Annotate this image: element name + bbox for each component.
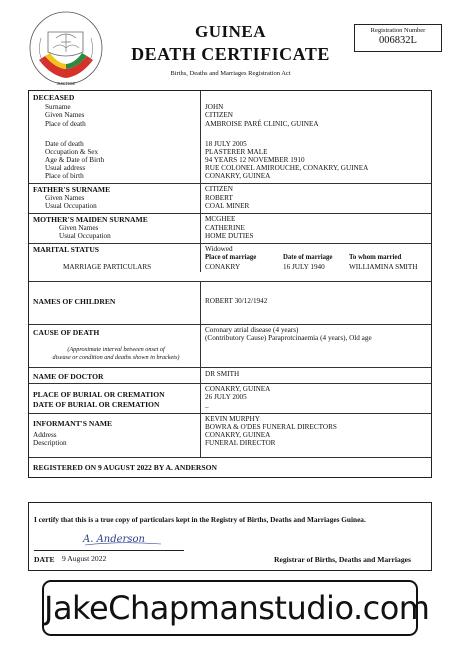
informant-funeral-directors: BOWRA & O'DES FUNERAL DIRECTORS — [205, 423, 337, 431]
certificate-table — [28, 90, 432, 478]
married-to-header: To whom married — [349, 254, 402, 261]
marriage-place: CONAKRY — [205, 263, 241, 271]
burial-date-label: DATE OF BURIAL OR CREMATION — [33, 400, 160, 409]
deceased-label: Age & Date of Birth — [45, 156, 105, 164]
document-subtitle: Births, Deaths and Marriages Registration Act — [170, 70, 291, 77]
marriage-particulars-label: MARRIAGE PARTICULARS — [63, 263, 152, 271]
informant-description: FUNERAL DIRECTOR — [205, 439, 276, 447]
doctor-heading: NAME OF DOCTOR — [33, 372, 104, 381]
deceased-value: CONAKRY, GUINEA — [205, 172, 271, 180]
cause-line-2: (Contributory Cause) Paraprotcinaemia (4 years), Old age — [205, 334, 372, 342]
father-label: Given Names — [45, 194, 85, 202]
father-value: COAL MINER — [205, 202, 250, 210]
certification-box — [28, 502, 432, 571]
deceased-value: JOHN — [205, 103, 224, 111]
marriage-place-header: Place of marriage — [205, 254, 257, 261]
cause-note-line-1: (Approximate interval between onset of — [67, 346, 165, 353]
column-divider — [200, 281, 201, 457]
deceased-label: Surname — [45, 103, 71, 111]
deceased-value: 18 JULY 2005 — [205, 140, 247, 148]
deceased-value: 94 YEARS 12 NOVEMBER 1910 — [205, 156, 305, 164]
burial-dash: – — [205, 403, 209, 411]
deceased-label: Place of death — [45, 120, 86, 128]
deceased-label: Usual address — [45, 164, 86, 172]
informant-address: CONAKRY, GUINEA — [205, 431, 271, 439]
registrar-signature — [81, 529, 165, 549]
cause-line-1: Coronary atrial disease (4 years) — [205, 326, 299, 334]
children-value: ROBERT 30/12/1942 — [205, 297, 268, 305]
mother-heading: MOTHER'S MAIDEN SURNAME — [33, 215, 148, 224]
mother-label: Usual Occupation — [59, 232, 111, 240]
deceased-value: RUE COLONEL AMIROUCHE, CONAKRY, GUINEA — [205, 164, 369, 172]
doctor-value: DR SMITH — [205, 370, 240, 378]
seal-text: JUSTICE — [56, 81, 76, 86]
children-heading: NAMES OF CHILDREN — [33, 297, 116, 306]
marital-status: Widowed — [205, 245, 233, 253]
certification-date: 9 August 2022 — [62, 554, 107, 563]
burial-date: 26 JULY 2005 — [205, 393, 247, 401]
married-to: WILLIAMINA SMITH — [349, 263, 418, 271]
deceased-label: Occupation & Sex — [45, 148, 99, 156]
marital-heading: MARITAL STATUS — [33, 245, 100, 254]
country-title: GUINEA — [194, 22, 266, 41]
deceased-value: CITIZEN — [205, 111, 233, 119]
burial-place-label: PLACE OF BURIAL OR CREMATION — [33, 390, 165, 399]
deceased-value: AMBROISE PARÉ CLINIC, GUINEA — [205, 120, 319, 128]
signature-text: A. Anderson — [83, 534, 145, 545]
deceased-label: Given Names — [45, 111, 85, 119]
informant-address-label: Address — [33, 431, 57, 439]
registration-number-value: 006832L — [379, 35, 417, 46]
father-label: Usual Occupation — [45, 202, 97, 210]
father-surname: CITIZEN — [205, 185, 233, 193]
marriage-date-header: Date of marriage — [283, 254, 333, 261]
marriage-date: 16 JULY 1940 — [283, 263, 325, 271]
cause-heading: CAUSE OF DEATH — [33, 328, 100, 337]
registered-line: REGISTERED ON 9 AUGUST 2022 BY A. ANDERSON — [33, 463, 217, 472]
mother-value: HOME DUTIES — [205, 232, 254, 240]
informant-heading: INFORMANT'S NAME — [33, 419, 113, 428]
registration-number-box — [354, 24, 442, 52]
registration-number-label: Registration Number — [370, 27, 426, 34]
informant-description-label: Description — [33, 439, 67, 447]
studio-watermark: JakeChapmanstudio.com — [42, 580, 418, 636]
burial-place: CONAKRY, GUINEA — [205, 385, 271, 393]
informant-name: KEVIN MURPHY — [205, 415, 260, 423]
mother-surname: MCGHEE — [205, 215, 236, 223]
mother-value: CATHERINE — [205, 224, 245, 232]
deceased-label: Place of birth — [45, 172, 84, 180]
document-title: DEATH CERTIFICATE — [131, 44, 330, 64]
cause-note-line-2: disease or condition and deaths shown in brackets) — [52, 354, 180, 361]
father-value: ROBERT — [205, 194, 233, 202]
certification-date-label: DATE — [34, 555, 55, 564]
mother-label: Given Names — [59, 224, 99, 232]
father-heading: FATHER'S SURNAME — [33, 185, 111, 194]
registrar-title: Registrar of Births, Deaths and Marriages — [274, 555, 411, 564]
deceased-heading: DECEASED — [33, 93, 75, 102]
column-divider — [200, 91, 201, 272]
deceased-label: Date of death — [45, 140, 84, 148]
deceased-value: PLASTERER MALE — [205, 148, 268, 156]
certification-statement: I certify that this is a true copy of particulars kept in the Registry of Births, Deaths and Marriages Guinea. — [34, 515, 366, 524]
